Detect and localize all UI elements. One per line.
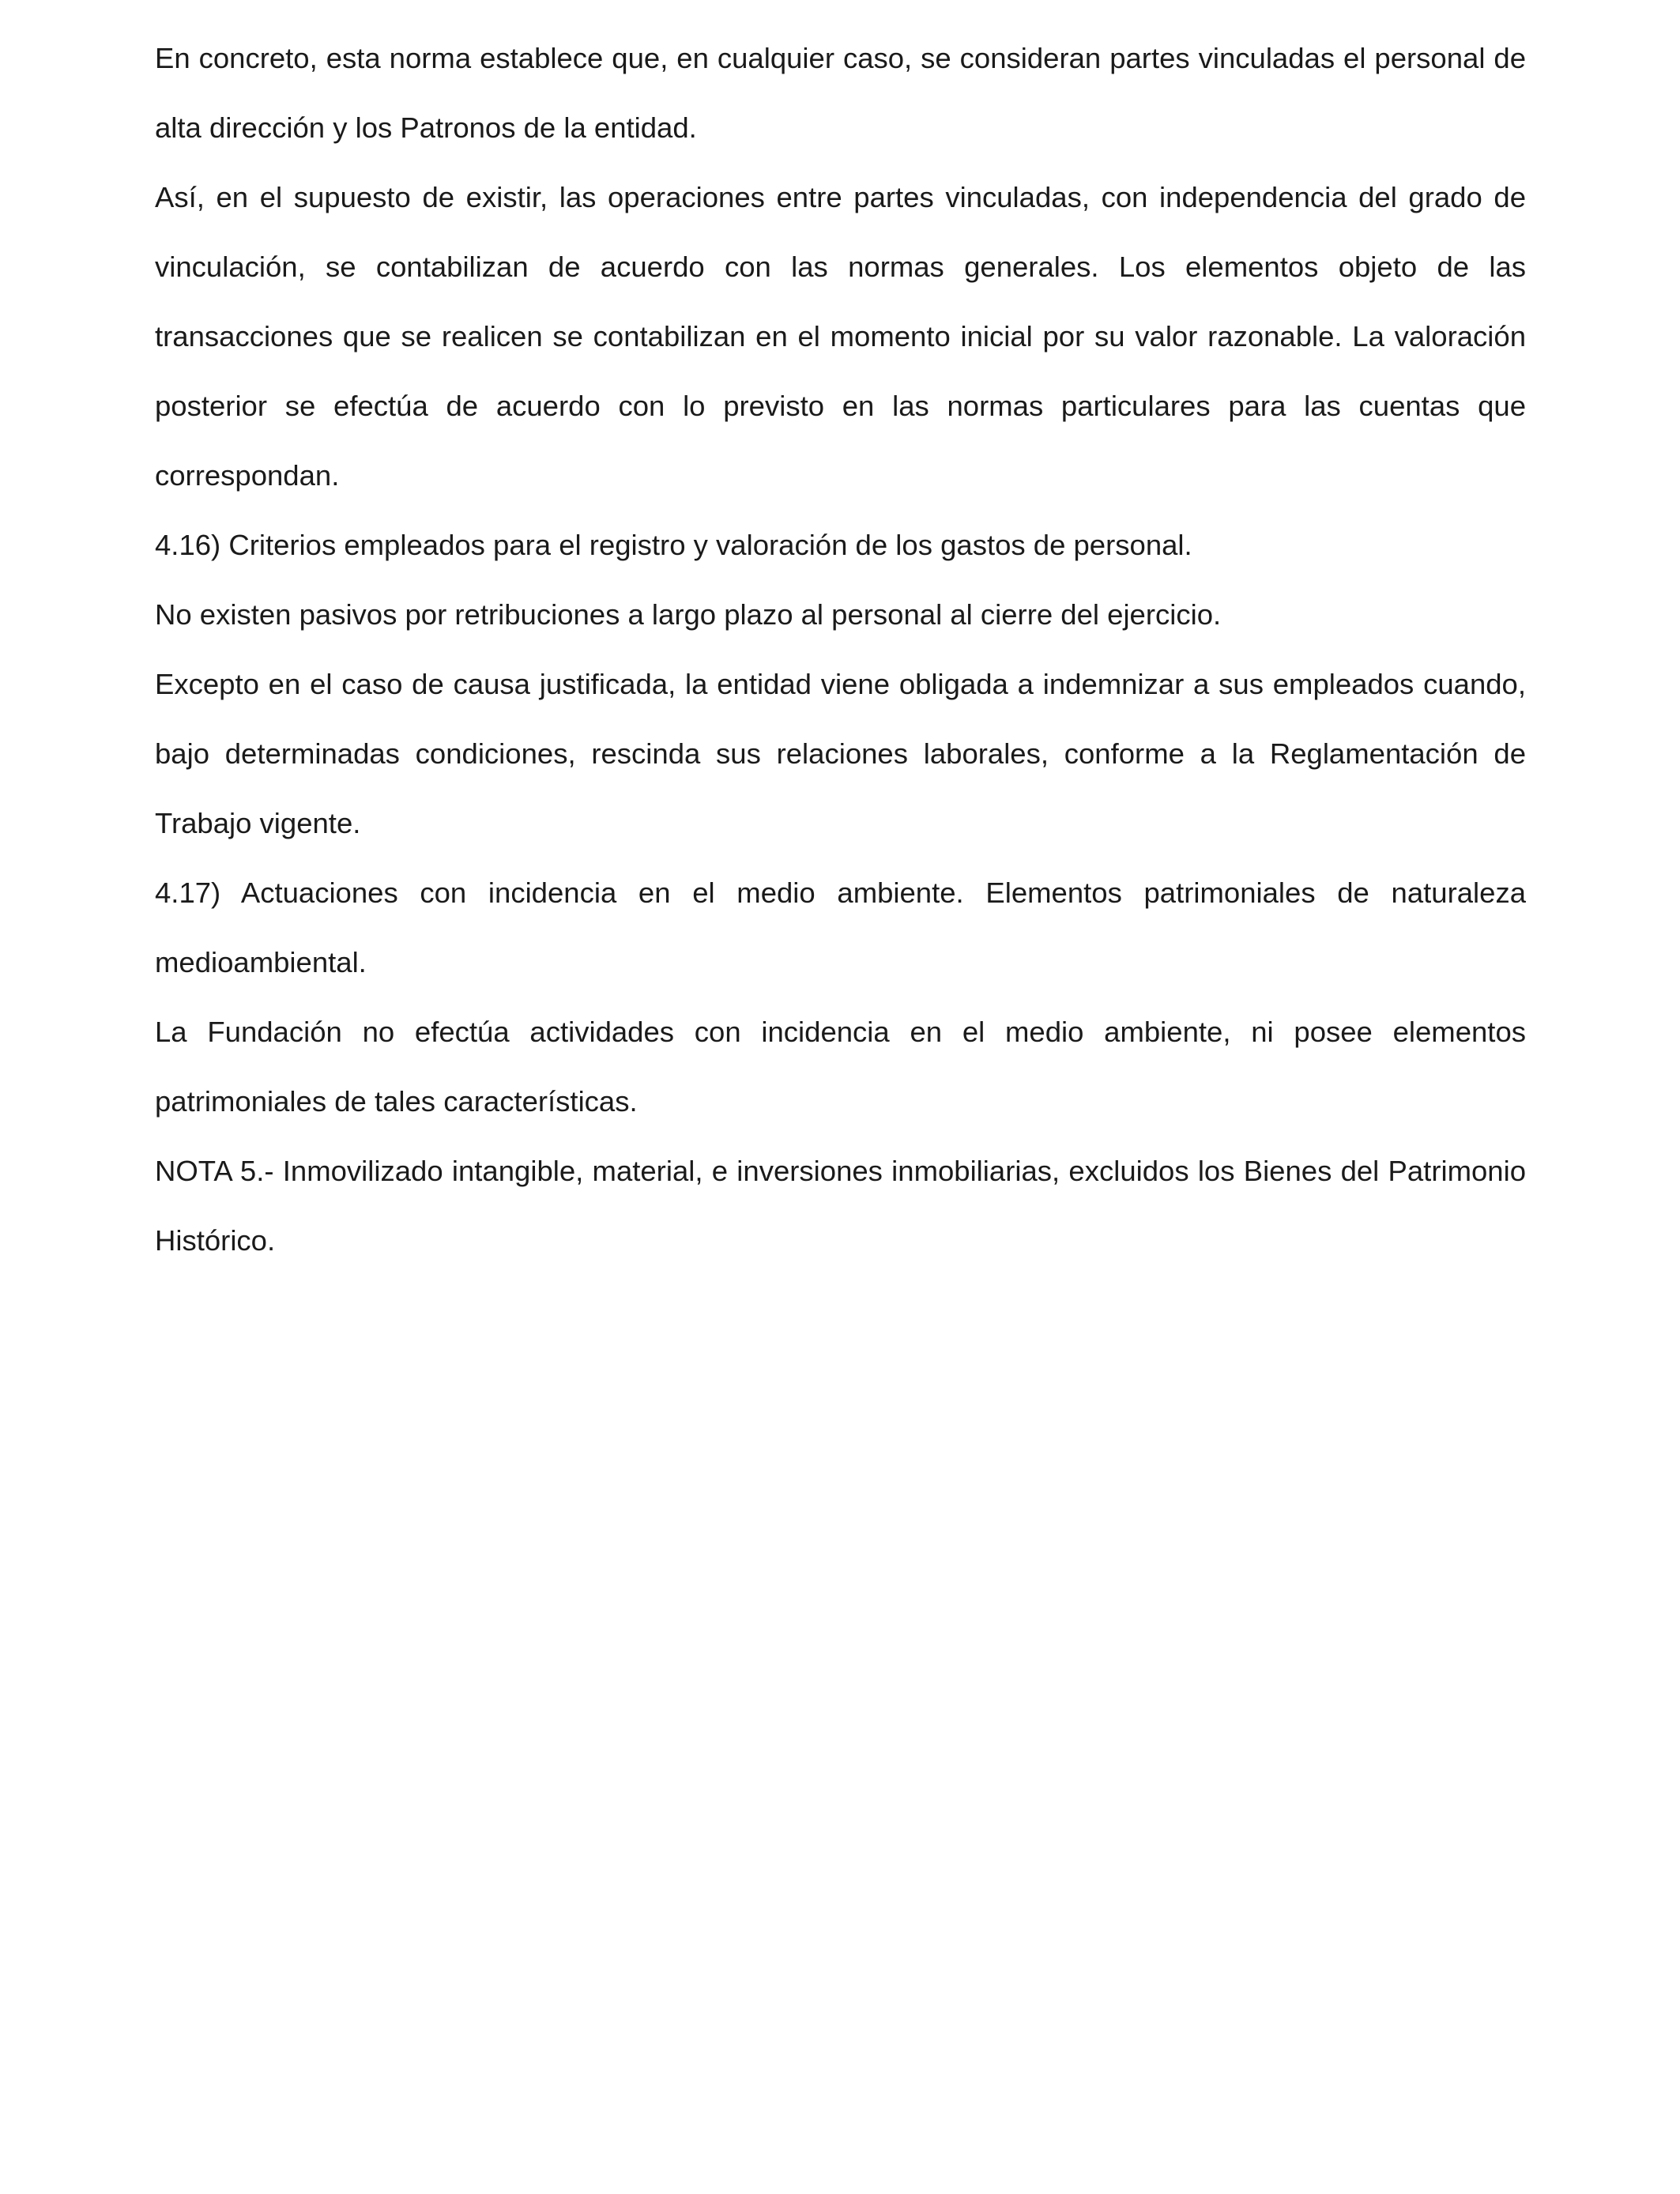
paragraph-environment-statement: La Fundación no efectúa actividades con incidencia en el medio ambiente, ni posee elementos patrimoniales de tales características. xyxy=(155,1016,1526,1118)
section-heading-4-16: 4.16) Criterios empleados para el registro y valoración de los gastos de personal. xyxy=(155,529,1192,561)
paragraph-severance-obligation: Excepto en el caso de causa justificada, la entidad viene obligada a indemnizar a sus empleados cuando, bajo determinadas condiciones, rescinda sus relaciones laborales, conforme a la Reglamentación de Trabajo vigente. xyxy=(155,668,1526,839)
paragraph-related-parties-definition: En concreto, esta norma establece que, en cualquier caso, se consideran partes vinculadas el personal de alta dirección y los Patronos de la entidad. xyxy=(155,42,1526,144)
section-heading-nota-5: NOTA 5.- Inmovilizado intangible, material, e inversiones inmobiliarias, excluidos los Bienes del Patrimonio Histórico. xyxy=(155,1155,1526,1257)
paragraph-related-party-operations: Así, en el supuesto de existir, las operaciones entre partes vinculadas, con independencia del grado de vinculación, se contabilizan de acuerdo con las normas generales. Los elementos objeto de las transacciones que se realicen se contabilizan en el momento inicial por su valor razonable. La valoración posterior se efectúa de acuerdo con lo previsto en las normas particulares para las cuentas que correspondan. xyxy=(155,181,1526,492)
document-body xyxy=(155,24,1526,1276)
paragraph-no-long-term-liabilities: No existen pasivos por retribuciones a largo plazo al personal al cierre del ejercicio. xyxy=(155,598,1222,631)
section-heading-4-17: 4.17) Actuaciones con incidencia en el medio ambiente. Elementos patrimoniales de naturaleza medioambiental. xyxy=(155,876,1526,978)
